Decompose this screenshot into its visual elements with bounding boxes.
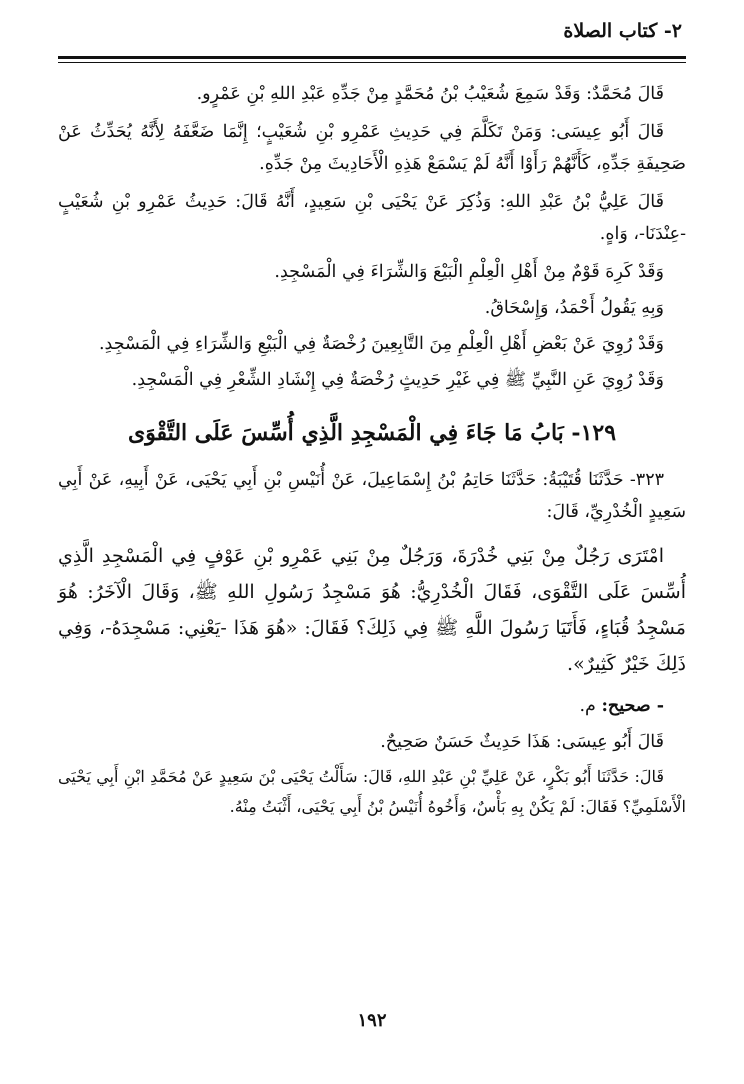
page-number: ١٩٢ xyxy=(357,1010,387,1031)
page-body xyxy=(58,78,686,822)
running-title: ٢- كتاب الصلاة xyxy=(563,20,682,42)
footnote: قَالَ: حَدَّثَنَا أَبُو بَكْرٍ، عَنْ عَلِيِّ بْنِ عَبْدِ اللهِ، قَالَ: سَأَلْتُ يَحْيَى بْنَ سَعِيدٍ عَنْ مُحَمَّدِ ابْنِ أَبِي يَحْيَى الْأَسْلَمِيِّ؟ فَقَالَ: لَمْ يَكُنْ بِهِ بَأْسٌ، وَأَخُوهُ أُنَيْسُ بْنُ أَبِي يَحْيَى، أَثْبَتُ مِنْهُ. xyxy=(58,767,686,816)
paragraph-3: قَالَ عَلِيُّ بْنُ عَبْدِ اللهِ: وَذُكِرَ عَنْ يَحْيَى بْنِ سَعِيدٍ، أَنَّهُ قَالَ: حَدِيثُ عَمْرِو بْنِ شُعَيْبٍ -عِنْدَنَا-، وَاهٍ. xyxy=(58,192,686,244)
grade-line xyxy=(58,690,686,722)
header-rule-thick xyxy=(58,56,686,59)
paragraph-6: وَقَدْ رُوِيَ عَنْ بَعْضِ أَهْلِ الْعِلْمِ مِنَ التَّابِعِينَ رُخْصَةٌ فِي الْبَيْعِ وَالشِّرَاءِ فِي الْمَسْجِدِ. xyxy=(98,334,664,354)
paragraph-2: قَالَ أَبُو عِيسَى: وَمَنْ تَكَلَّمَ فِي حَدِيثِ عَمْرِو بْنِ شُعَيْبٍ؛ إِنَّمَا ضَعَّفَهُ لِأَنَّهُ يُحَدِّثُ عَنْ صَحِيفَةِ جَدِّهِ، كَأَنَّهُمْ رَأَوْا أَنَّهُ لَمْ يَسْمَعْ هَذِهِ الْأَحَادِيثَ مِنْ جَدِّهِ. xyxy=(58,122,686,174)
paragraph-4: وَقَدْ كَرِهَ قَوْمٌ مِنْ أَهْلِ الْعِلْمِ الْبَيْعَ وَالشِّرَاءَ فِي الْمَسْجِدِ. xyxy=(274,262,664,282)
paragraph-7: وَقَدْ رُوِيَ عَنِ النَّبِيِّ ﷺ فِي غَيْرِ حَدِيثٍ رُخْصَةٌ فِي إِنْشَادِ الشِّعْرِ فِي الْمَسْجِدِ. xyxy=(131,370,664,390)
paragraph-5: وَبِهِ يَقُولُ أَحْمَدُ، وَإِسْحَاقُ. xyxy=(484,298,664,318)
grade-value: م. xyxy=(579,696,596,716)
chapter-heading: ١٢٩- بَابُ مَا جَاءَ فِي الْمَسْجِدِ الَّذِي أُسِّسَ عَلَى التَّقْوَى xyxy=(127,420,617,446)
verdict: قَالَ أَبُو عِيسَى: هَذَا حَدِيثٌ حَسَنٌ صَحِيحٌ. xyxy=(380,732,664,752)
page-header xyxy=(58,18,686,54)
header-rule-thin xyxy=(58,62,686,63)
hadith-text: امْتَرَى رَجُلٌ مِنْ بَنِي خُدْرَةَ، وَرَجُلٌ مِنْ بَنِي عَمْرِو بْنِ عَوْفٍ فِي الْمَسْجِدِ الَّذِي أُسِّسَ عَلَى التَّقْوَى، فَقَالَ الْخُدْرِيُّ: هُوَ مَسْجِدُ رَسُولِ اللهِ ﷺ، وَقَالَ الْآخَرُ: هُوَ مَسْجِدُ قُبَاءٍ، فَأَتَيَا رَسُولَ اللَّهِ ﷺ فِي ذَلِكَ؟ فَقَالَ: «هُوَ هَذَا -يَعْنِي: مَسْجِدَهُ-، وَفِي ذَلِكَ خَيْرٌ كَثِيرٌ». xyxy=(58,545,686,675)
grade-label: - صحيح: xyxy=(601,696,664,716)
isnad: ٣٢٣- حَدَّثَنَا قُتَيْبَةُ: حَدَّثَنَا حَاتِمُ بْنُ إِسْمَاعِيلَ، عَنْ أُنَيْسِ بْنِ أَبِي يَحْيَى، عَنْ أَبِيهِ، عَنْ أَبِي سَعِيدٍ الْخُدْرِيِّ، قَالَ: xyxy=(58,470,686,522)
paragraph-1: قَالَ مُحَمَّدٌ: وَقَدْ سَمِعَ شُعَيْبُ بْنُ مُحَمَّدٍ مِنْ جَدِّهِ عَبْدِ اللهِ بْنِ عَمْرٍو. xyxy=(196,84,664,104)
